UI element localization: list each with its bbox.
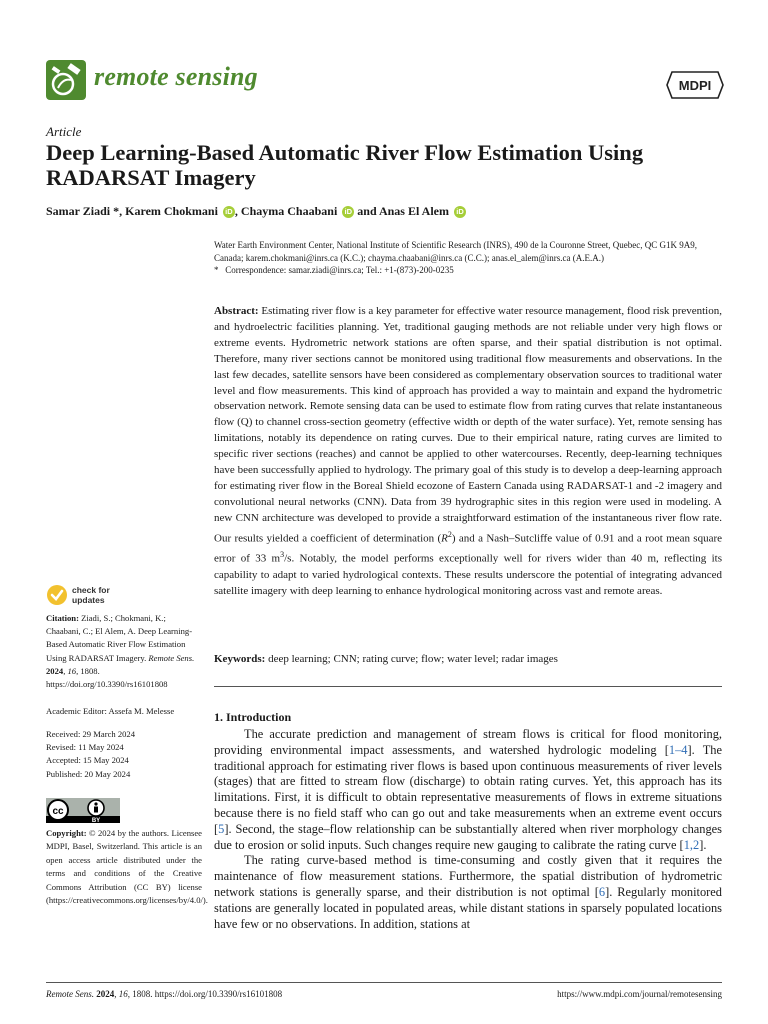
svg-text:cc: cc — [52, 806, 64, 817]
check-for-updates-button[interactable] — [46, 584, 146, 608]
orcid-icon[interactable]: iD — [342, 206, 354, 218]
copyright-text: © 2024 by the authors. Licensee MDPI, Basel, Switzerland. This article is an open access article distributed under the terms and conditions of the Creative Commons Attribution (CC BY) license (https://creativecommons.org/licenses/by/4.0/). — [46, 828, 208, 906]
footer-volume: 16 — [118, 989, 128, 999]
author-name: Samar Ziadi — [46, 204, 111, 218]
journal-name: remote sensing — [94, 62, 258, 91]
author-name: Karem Chokmani — [125, 204, 218, 218]
footer-journal-url[interactable]: https://www.mdpi.com/journal/remotesensing — [557, 989, 722, 999]
academic-editor: Academic Editor: Assefa M. Melesse — [46, 706, 175, 716]
author-list: Samar Ziadi *, Karem Chokmani iD , Chayma Chaabani iD and Anas El Alem iD — [46, 204, 466, 219]
paragraph-text: ]. The traditional approach for estimating river flows is based upon continuous measurements of river levels (stages) that are fitted to stream flow (discharge) to obtain rating curves. Yet, this approach has its limitations. First, it is difficult to obtain representative measurements of flows in extreme situations because there is no field staff who can go out and take measurements when an extreme event occurs [ — [214, 742, 722, 836]
citation-volume: 16 — [67, 665, 77, 676]
citation-text: Ziadi, S.; Chokmani, K.; Chaabani, C.; El Alem, A. Deep Learning-Based Automatic River Flow Estimation Using RADARSAT Imagery. — [46, 613, 193, 663]
cc-by-license-icon[interactable] — [46, 798, 120, 823]
footer-separator: , — [114, 989, 119, 999]
correspondence-text: Correspondence: samar.ziadi@inrs.ca; Tel.: +1-(873)-200-0235 — [225, 265, 454, 275]
citation-separator: , — [63, 665, 68, 676]
keywords-label: Keywords: — [214, 653, 266, 665]
check-for-updates-line: updates — [72, 594, 105, 605]
paragraph-text: ]. Regularly monitored stations are generally located in populated areas, while distant stations in sparsely populated locations have few or no observations. In addition, stations at — [214, 884, 722, 931]
r2-exponent: 2 — [447, 529, 452, 539]
date-revised: Revised: 11 May 2024 — [46, 742, 124, 753]
affiliation-text: Water Earth Environment Center, National Institute of Scientific Research (INRS), 490 de la Couronne Street, Quebec, QC G1K 9A9, Canada; karem.chokmani@inrs.ca (K.C.); chayma.chaabani@inrs.ca (C.C.); anas.el_alem@inrs.ca (A.E.A.) — [214, 240, 698, 263]
footer-citation — [46, 989, 282, 999]
paragraph — [214, 853, 722, 932]
journal-logo-icon — [46, 60, 86, 100]
citation-doi-link[interactable]: https://doi.org/10.3390/rs16101808 — [46, 679, 168, 690]
citation-journal: Remote Sens. — [148, 652, 195, 663]
footer-journal: Remote Sens. — [46, 989, 94, 999]
abstract-text: /s. Notably, the model performs exceptionally well for rivers wider than 40 m, reflecting its capability to adapt to varied hydrological contexts. These results underscore the potential of integrating advanced satellite imagery with deep learning to enhance hydrological monitoring across vast and remote areas. — [214, 552, 723, 597]
r2-symbol: R — [441, 532, 448, 545]
article-type: Article — [46, 124, 82, 139]
citation-link[interactable]: 6 — [598, 884, 606, 899]
orcid-icon[interactable]: iD — [223, 206, 235, 218]
footer-doi[interactable]: , 1808. https://doi.org/10.3390/rs16101808 — [127, 989, 283, 999]
date-published: Published: 20 May 2024 — [46, 768, 131, 779]
keywords — [214, 652, 722, 667]
publisher-name: MDPI — [678, 78, 712, 93]
paragraph — [214, 727, 722, 853]
check-for-updates-label — [72, 586, 110, 605]
mdpi-logo[interactable] — [666, 70, 724, 100]
citation-pages: , 1808. — [76, 665, 100, 676]
publication-dates — [46, 728, 135, 781]
section-heading: 1. Introduction — [214, 710, 292, 724]
footer-year: 2024 — [93, 989, 115, 999]
citation-link[interactable]: 1–4 — [668, 742, 688, 757]
date-received: Received: 29 March 2024 — [46, 729, 136, 739]
copyright-notice — [46, 827, 208, 907]
intro-body — [214, 727, 722, 932]
section-divider — [214, 686, 722, 687]
check-for-updates-line: check for — [72, 585, 110, 595]
paper-title: Deep Learning-Based Automatic River Flow Estimation Using RADARSAT Imagery — [46, 140, 644, 190]
correspondence-line — [214, 264, 722, 277]
citation-label: Citation: — [46, 613, 79, 623]
footer-divider — [46, 982, 722, 983]
abstract-text: Estimating river flow is a key parameter for effective water resource management, flood risk prevention, and hydroelectric facilities planning. Yet, traditional gauging methods are not reliable under very high flows or extreme events. Hydrometric network stations are often sparse, and their spatial distribution is not optimal. Therefore, many river sections cannot be monitored using traditional flow measurements and observations. In the last few decades, satellite sensors have been considered as complementary observation sources to traditional water level and flow measurements. This kind of approach has provided a way to maintain and expand the hydrometric observation network. Remote sensing data can be used to estimate flow from rating curves that relate instantaneous flow (Q) to channel cross-section geometry (effective width or depth of the water surface). Yet, remote sensing has limitations, notably its dependence on rating curves. Due to their empirical nature, rating curves are limited to specific river sections (reaches) and cannot be applied to other watercourses. Recently, deep-learning techniques have been successfully applied to hydrology. The primary goal of this study is to develop a deep-learning approach for estimating river flow in the Boreal Shield ecozone of Eastern Canada using RADARSAT-1 and -2 imagery and convolutional neural networks (CNN). Data from 39 hydrographic sites in this region were used in modeling. A new CNN architecture was developed to provide a straightforward estimation of the instantaneous river flow rate. Our results yielded a coefficient of determination ( — [214, 305, 722, 545]
unit-exponent: 3 — [280, 550, 285, 560]
abstract-text: ) and a Nash–Sutcliffe value of 0.91 and a root mean square error of 33 m — [214, 532, 722, 565]
citation-block — [46, 612, 202, 691]
author-name: Chayma Chaabani — [240, 204, 338, 218]
citation-link[interactable]: 1,2 — [683, 837, 700, 852]
cc-by-label: BY — [91, 818, 101, 823]
paragraph-text: The rating curve-based method is time-consuming and costly given that it requires the maintenance of flow measurement stations. Furthermore, the spatial distribution of hydrometric network stations is generally sparse, and their distribution is not optimal [ — [214, 853, 722, 899]
author-name: Anas El Alem — [378, 204, 449, 218]
correspondence-marker: * — [214, 265, 219, 275]
orcid-icon[interactable]: iD — [454, 206, 466, 218]
affiliation-block — [214, 239, 722, 277]
keywords-text: deep learning; CNN; rating curve; flow; water level; radar images — [265, 653, 558, 665]
copyright-label: Copyright: — [46, 828, 87, 838]
abstract — [214, 304, 722, 600]
paragraph-text: ]. Second, the stage–flow relationship can be substantially altered when river morphology changes due to erosion or solid inputs. Such changes require new gauging to calibrate the rating curve [ — [214, 821, 722, 852]
check-for-updates-icon — [46, 584, 68, 606]
abstract-label: Abstract: — [214, 305, 259, 317]
paragraph-text: The accurate prediction and management of stream flows is critical for flood monitoring, providing environmental impact assessments, and watershed hydrologic modeling [ — [214, 727, 722, 757]
citation-year: 2024 — [46, 665, 64, 676]
citation-link[interactable]: 5 — [218, 821, 225, 836]
date-accepted: Accepted: 15 May 2024 — [46, 755, 129, 766]
paragraph-text: ]. — [699, 837, 707, 852]
corresponding-mark: * — [110, 204, 120, 218]
